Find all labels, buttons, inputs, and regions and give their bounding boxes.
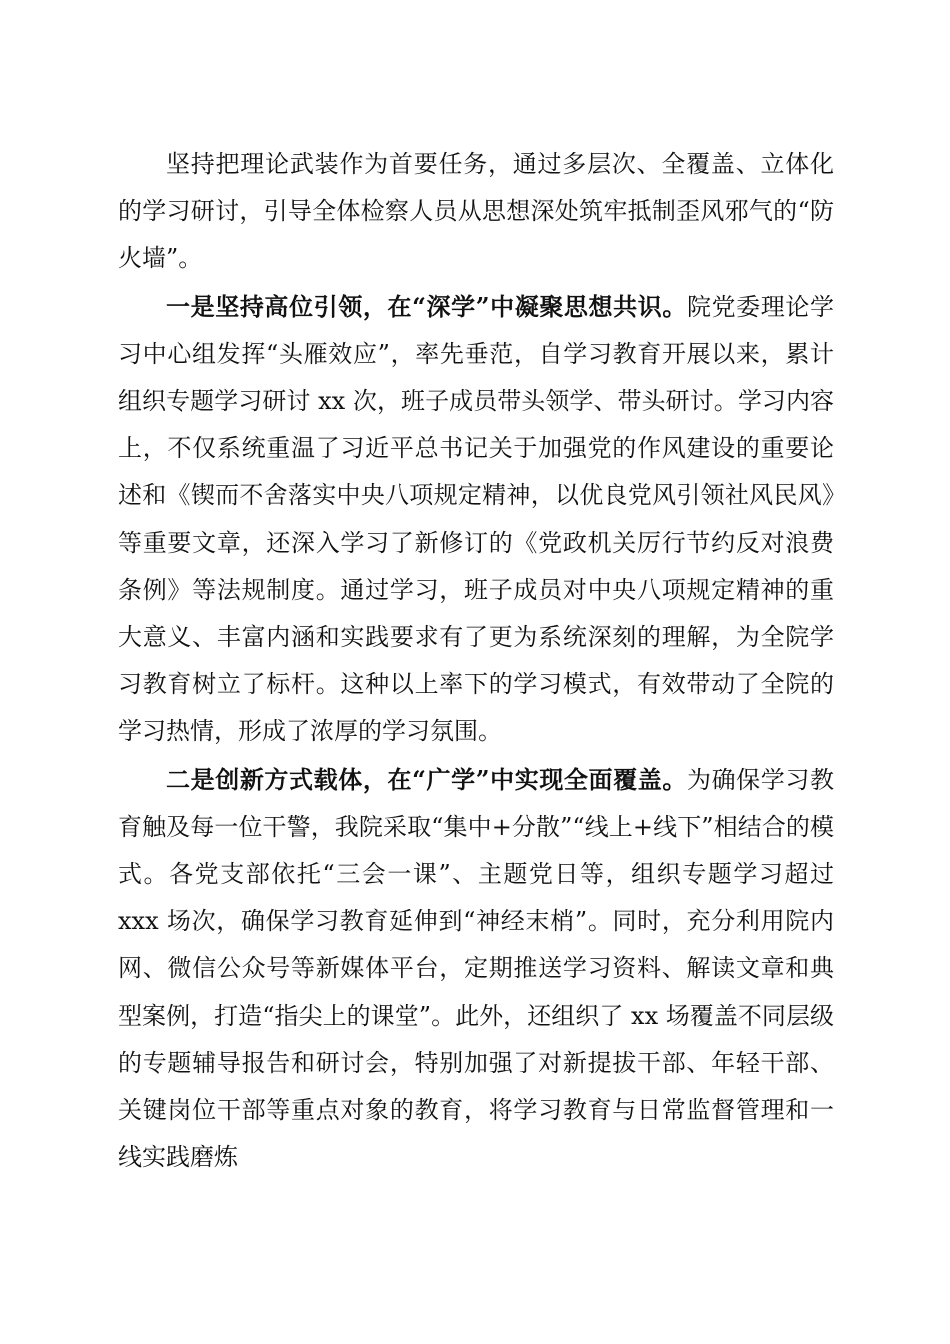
paragraph-intro [118,140,834,283]
paragraph-point-one-text: 院党委理论学习中心组发挥“头雁效应”，率先垂范，自学习教育开展以来，累计组织专题学习研讨 xx 次，班子成员带头领学、带头研讨。学习内容上，不仅系统重温了习近平总书记关于加强党的作风建设的重要论述和《锲而不舍落实中央八项规定精神，以优良党风引领社风民风》等重要文章，还深入学习了新修订的《党政机关厉行节约反对浪费条例》等法规制度。通过学习，班子成员对中央八项规定精神的重大意义、丰富内涵和实践要求有了更为系统深刻的理解，为全院学习教育树立了标杆。这种以上率下的学习模式，有效带动了全院的学习热情，形成了浓厚的学习氛围。 [118,292,835,746]
paragraph-point-one-lead: 一是坚持高位引领，在“深学”中凝聚思想共识。 [166,291,687,321]
paragraph-point-two-lead: 二是创新方式载体，在“广学”中实现全面覆盖。 [166,764,687,794]
paragraph-point-two-text: 为确保学习教育触及每一位干警，我院采取“集中+分散”“线上+线下”相结合的模式。各党支部依托“三会一课”、主题党日等，组织专题学习超过 xxx 场次，确保学习教育延伸到“神经末梢”。同时，充分利用院内网、微信公众号等新媒体平台，定期推送学习资料、解读文章和典型案例，打造“指尖上的课堂”。此外，还组织了 xx 场覆盖不同层级的专题辅导报告和研讨会，特别加强了对新提拔干部、年轻干部、关键岗位干部等重点对象的教育，将学习教育与日常监督管理和一线实践磨炼 [118,765,835,1172]
paragraph-point-two [118,756,834,1182]
document-body [118,140,834,1181]
paragraph-point-one [118,283,834,756]
paragraph-intro-text: 坚持把理论武装作为首要任务，通过多层次、全覆盖、立体化的学习研讨，引导全体检察人员从思想深处筑牢抵制歪风邪气的“防火墙”。 [118,150,834,273]
